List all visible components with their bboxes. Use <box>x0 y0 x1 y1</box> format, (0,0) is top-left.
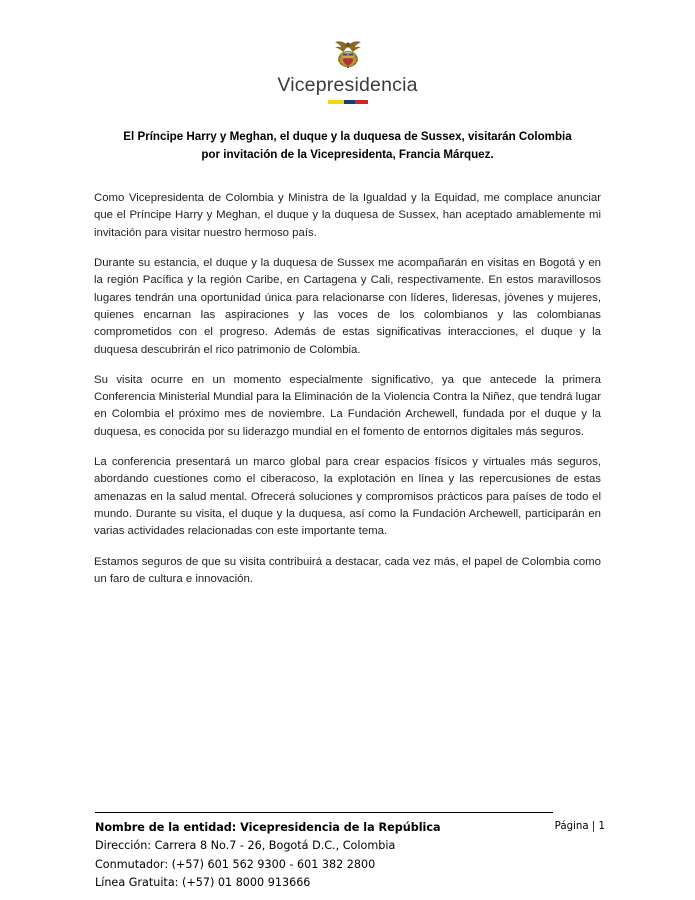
footer-divider <box>95 812 553 813</box>
body-paragraph: Como Vicepresidenta de Colombia y Ministra de la Igualdad y la Equidad, me complace anunciar que el Príncipe Harry y Meghan, el duque y la duquesa de Sussex, han aceptado amablemente mi invitación para visitar nuestro hermoso país. <box>94 191 601 239</box>
footer-row <box>95 819 607 892</box>
page-number: Página | 1 <box>554 821 605 832</box>
page-footer <box>0 812 695 892</box>
footer-entity-name: Nombre de la entidad: Vicepresidencia de la República <box>95 821 441 834</box>
colombian-flag-bar <box>328 100 368 104</box>
footer-address: Dirección: Carrera 8 No.7 - 26, Bogotá D.C., Colombia <box>95 839 396 853</box>
body-paragraph: Su visita ocurre en un momento especialmente significativo, ya que antecede la primera Conferencia Ministerial Mundial para la Eliminación de la Violencia Contra la Niñez, que tendrá lugar en Colombia el próximo mes de noviembre. La Fundación Archewell, fundada por el duque y la duquesa, es conocida por su liderazgo mundial en el fomento de entornos digitales más seguros. <box>94 373 601 438</box>
body-paragraph: Durante su estancia, el duque y la duquesa de Sussex me acompañarán en visitas en Bogotá y en la región Pacífica y la región Caribe, en Cartagena y Cali, respectivamente. En estos maravillosos lugares tendrán una oportunidad única para relacionarse con líderes, lideresas, jóvenes y mujeres, quienes encarnan las aspiraciones y las voces de los colombianos y las colombianas comprometidos con el progreso. Además de estas significativas interacciones, el duque y la duquesa descubrirán el rico patrimonio de Colombia. <box>94 256 601 356</box>
footer-switchboard: Conmutador: (+57) 601 562 9300 - 601 382 2800 <box>95 857 376 871</box>
flag-band-blue <box>344 100 355 104</box>
footer-contact-block <box>95 819 441 892</box>
document-body <box>94 164 601 589</box>
footer-toll-free: Línea Gratuita: (+57) 01 8000 913666 <box>95 875 311 889</box>
page-title-line-2: por invitación de la Vicepresidenta, Francia Márquez. <box>201 147 494 161</box>
letterhead <box>0 0 695 104</box>
colombia-coat-of-arms-icon <box>331 36 365 70</box>
page-title <box>98 128 598 164</box>
wordmark-vicepresidencia: Vicepresidencia <box>277 74 418 96</box>
page-title-line-1: El Príncipe Harry y Meghan, el duque y la duquesa de Sussex, visitarán Colombia <box>123 129 572 143</box>
body-paragraph: La conferencia presentará un marco global para crear espacios físicos y virtuales más seguros, abordando cuestiones como el ciberacoso, la explotación en línea y las repercusiones de estas amenazas en la salud mental. Ofrecerá soluciones y compromisos prácticos para países de todo el mundo. Durante su visita, el duque y la duquesa, así como la Fundación Archewell, participarán en varias actividades relacionadas con este importante tema. <box>94 456 601 538</box>
flag-band-yellow <box>328 100 344 104</box>
body-paragraph: Estamos seguros de que su visita contribuirá a destacar, cada vez más, el papel de Colombia como un faro de cultura e innovación. <box>94 555 601 586</box>
flag-band-red <box>355 100 367 104</box>
